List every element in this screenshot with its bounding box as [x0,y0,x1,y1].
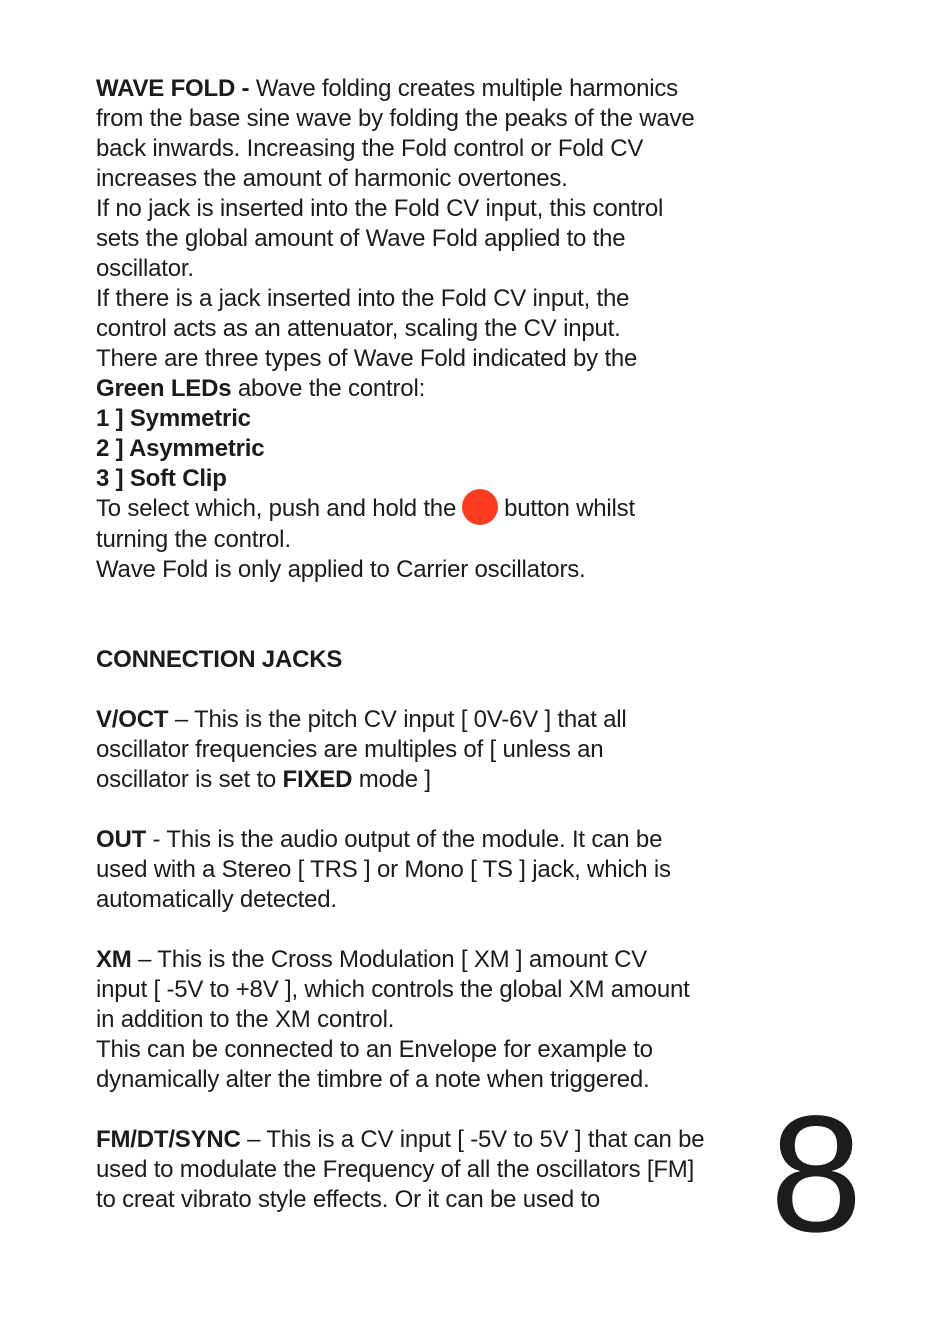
wave-fold-intro-line-2: from the base sine wave by folding the peaks of the wave [96,105,695,132]
xm-label: XM [96,945,132,973]
voct-description [96,705,736,795]
wave-fold-jack-line-1: If there is a jack inserted into the Fold CV input, the [96,285,630,312]
wave-fold-intro-text-1: Wave folding creates multiple harmonics [255,75,678,102]
fm-label: FM/DT/SYNC [96,1125,241,1153]
xm-line-5: dynamically alter the timbre of a note when triggered. [96,1065,650,1093]
manual-page-content [96,74,736,1215]
wave-fold-intro-line-1 [96,74,736,104]
xm-line-3: in addition to the XM control. [96,1005,395,1033]
fm-line-2: used to modulate the Frequency of all the oscillators [FM] [96,1155,695,1183]
xm-line-4: This can be connected to an Envelope for example to [96,1035,653,1063]
voct-label: V/OCT [96,705,169,733]
wave-fold-heading: WAVE FOLD - [96,75,250,102]
out-line-1 [96,825,736,855]
wave-fold-intro-line-3: back inwards. Increasing the Fold control or Fold CV [96,135,644,162]
wave-fold-types-text-2: above the control: [237,375,426,402]
out-label: OUT [96,825,147,853]
wave-fold-nojack-line-2: sets the global amount of Wave Fold applied to the [96,225,626,252]
out-text-1: - This is the audio output of the module. It can be [152,825,663,853]
xm-line-1 [96,945,736,975]
wave-fold-select-text-after: button whilst [504,495,635,522]
fold-type-asymmetric: 2 ] Asymmetric [96,435,265,462]
wave-fold-carrier-note: Wave Fold is only applied to Carrier oscillators. [96,555,586,583]
voct-line-2: oscillator frequencies are multiples of [ unless an [96,735,604,763]
section-spacer [96,615,736,645]
out-line-2: used with a Stereo [ TRS ] or Mono [ TS ] jack, which is [96,855,671,883]
wave-fold-jack-line-2: control acts as an attenuator, scaling the CV input. [96,315,621,342]
wave-fold-nojack-line-1: If no jack is inserted into the Fold CV input, this control [96,195,664,222]
connection-jacks-heading: CONNECTION JACKS [96,645,343,673]
wave-fold-types-line-2 [96,374,736,404]
fold-type-symmetric: 1 ] Symmetric [96,405,251,432]
section-spacer [96,795,736,825]
wave-fold-select-line-1 [96,494,736,525]
wave-fold-nojack-line-3: oscillator. [96,255,194,282]
voct-line-1 [96,705,736,735]
page-number: 8 [770,1082,863,1267]
wave-fold-section [96,74,736,585]
section-spacer [96,1095,736,1125]
xm-description [96,945,736,1095]
out-description [96,825,736,915]
fixed-mode-label: FIXED [282,765,353,793]
voct-line-3 [96,765,736,795]
wave-fold-select-line-2: turning the control. [96,525,291,553]
section-spacer [96,585,736,615]
section-spacer [96,675,736,705]
red-button-icon [462,489,498,525]
xm-text-1: – This is the Cross Modulation [ XM ] amount CV [138,945,648,973]
fm-line-1 [96,1125,736,1155]
section-spacer [96,915,736,945]
fm-line-3: to creat vibrato style effects. Or it can be used to [96,1185,601,1213]
wave-fold-intro-line-4: increases the amount of harmonic overtones. [96,165,568,192]
fm-text-1: – This is a CV input [ -5V to 5V ] that can be [247,1125,705,1153]
voct-text-1: – This is the pitch CV input [ 0V-6V ] that all [174,705,627,733]
fold-type-soft-clip: 3 ] Soft Clip [96,465,227,492]
green-leds-label: Green LEDs [96,375,232,402]
connection-jacks-section [96,645,736,1215]
voct-text-3-before: oscillator is set to [96,765,277,793]
wave-fold-types-line-1: There are three types of Wave Fold indicated by the [96,345,638,372]
out-line-3: automatically detected. [96,885,337,913]
xm-line-2: input [ -5V to +8V ], which controls the global XM amount [96,975,690,1003]
fm-description [96,1125,736,1215]
wave-fold-select-text-before: To select which, push and hold the [96,495,457,522]
voct-text-3-after: mode ] [358,765,431,793]
